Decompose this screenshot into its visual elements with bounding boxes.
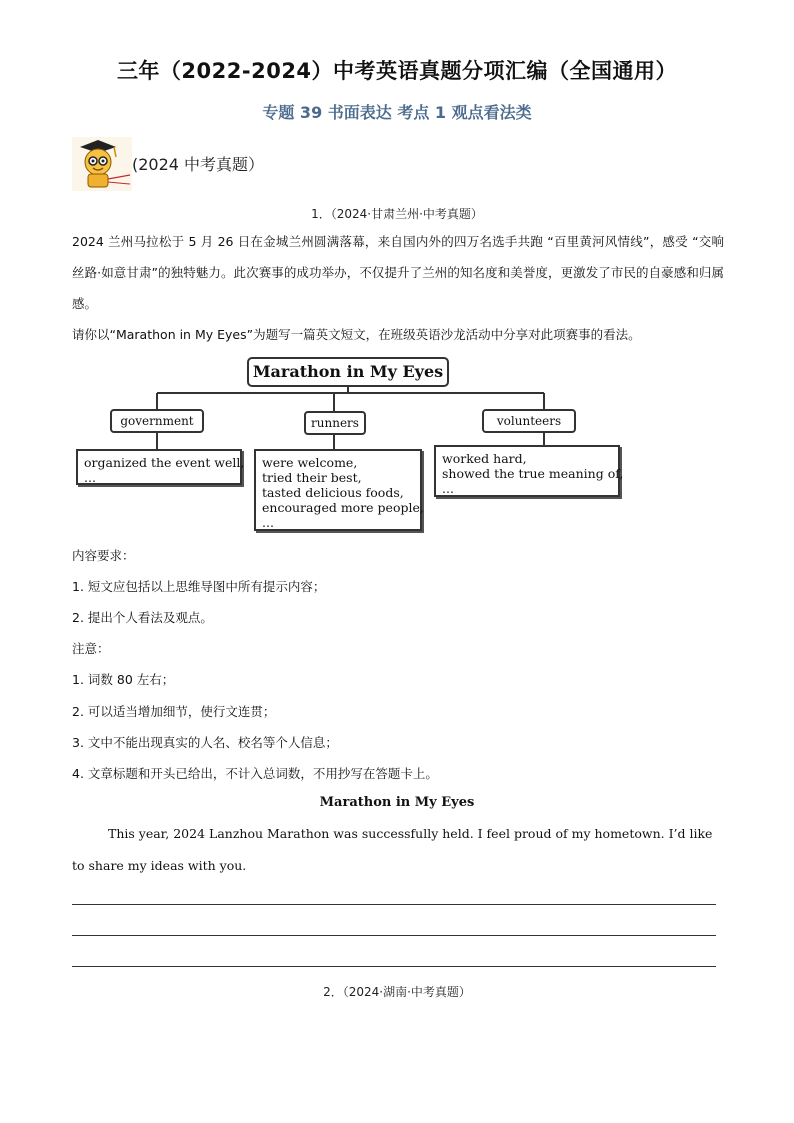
detail-line: tasted delicious foods, — [262, 485, 404, 500]
detail-line: showed the true meaning of, — [442, 466, 624, 481]
answer-line[interactable] — [72, 904, 716, 905]
mind-map-branch-government: government — [110, 409, 204, 433]
requirement-item: 1. 短文应包括以上思维导图中所有提示内容； — [72, 579, 326, 594]
requirements-title: 内容要求： — [72, 548, 135, 563]
answer-line[interactable] — [72, 966, 716, 967]
mind-map-root: Marathon in My Eyes — [247, 357, 449, 387]
question-1-intro: 2024 兰州马拉松于 5 月 26 日在金城兰州圆满落幕，来自国内外的四万名选手共跑 “百里黄河风情线”，感受 “交响丝路·如意甘肃”的独特魅力。此次赛事的成功举办，不仅提升了兰州的知名度和美誉度，更激发了市民的自豪感和归属感。 — [72, 234, 724, 311]
question-1-task: 请你以“Marathon in My Eyes”为题写一篇英文短文，在班级英语沙龙活动中分享对此项赛事的看法。 — [72, 327, 641, 342]
notes-title: 注意： — [72, 641, 110, 656]
mind-map-detail-volunteers — [434, 445, 624, 497]
page-title: 三年（2022-2024）中考英语真题分项汇编（全国通用） — [116, 59, 678, 83]
detail-line: ... — [262, 515, 274, 530]
scholar-mascot-icon — [72, 137, 132, 191]
note-item: 1. 词数 80 左右； — [72, 672, 175, 687]
mind-map-branch-runners: runners — [304, 411, 366, 435]
note-item: 2. 可以适当增加细节，使行文连贯； — [72, 704, 276, 719]
detail-line: worked hard, — [442, 451, 527, 466]
section-label: (2024 中考真题） — [132, 155, 265, 174]
detail-line: were welcome, — [262, 455, 358, 470]
question-2-heading: 2．（2024·湖南·中考真题） — [323, 985, 471, 999]
detail-line: encouraged more people, — [262, 500, 424, 515]
note-item: 4. 文章标题和开头已给出，不计入总词数，不用抄写在答题卡上。 — [72, 766, 438, 781]
detail-line: ... — [84, 470, 96, 485]
page-subtitle: 专题 39 书面表达 考点 1 观点看法类 — [262, 103, 532, 122]
detail-line: tried their best, — [262, 470, 362, 485]
mind-map-detail-runners — [254, 449, 422, 531]
essay-title: Marathon in My Eyes — [319, 795, 475, 810]
detail-line: ... — [442, 481, 454, 496]
mind-map-branch-volunteers: volunteers — [482, 409, 576, 433]
requirement-item: 2. 提出个人看法及观点。 — [72, 610, 213, 625]
detail-line: organized the event well, — [84, 455, 245, 470]
essay-opening: This year, 2024 Lanzhou Marathon was successfully held. I feel proud of my hometown. I’d like to share my ideas with you. — [72, 826, 713, 873]
mind-map — [72, 353, 632, 538]
note-item: 3. 文中不能出现真实的人名、校名等个人信息； — [72, 735, 338, 750]
question-1-heading: 1．（2024·甘肃兰州·中考真题） — [311, 207, 483, 221]
mind-map-detail-government — [76, 449, 245, 485]
answer-line[interactable] — [72, 935, 716, 936]
